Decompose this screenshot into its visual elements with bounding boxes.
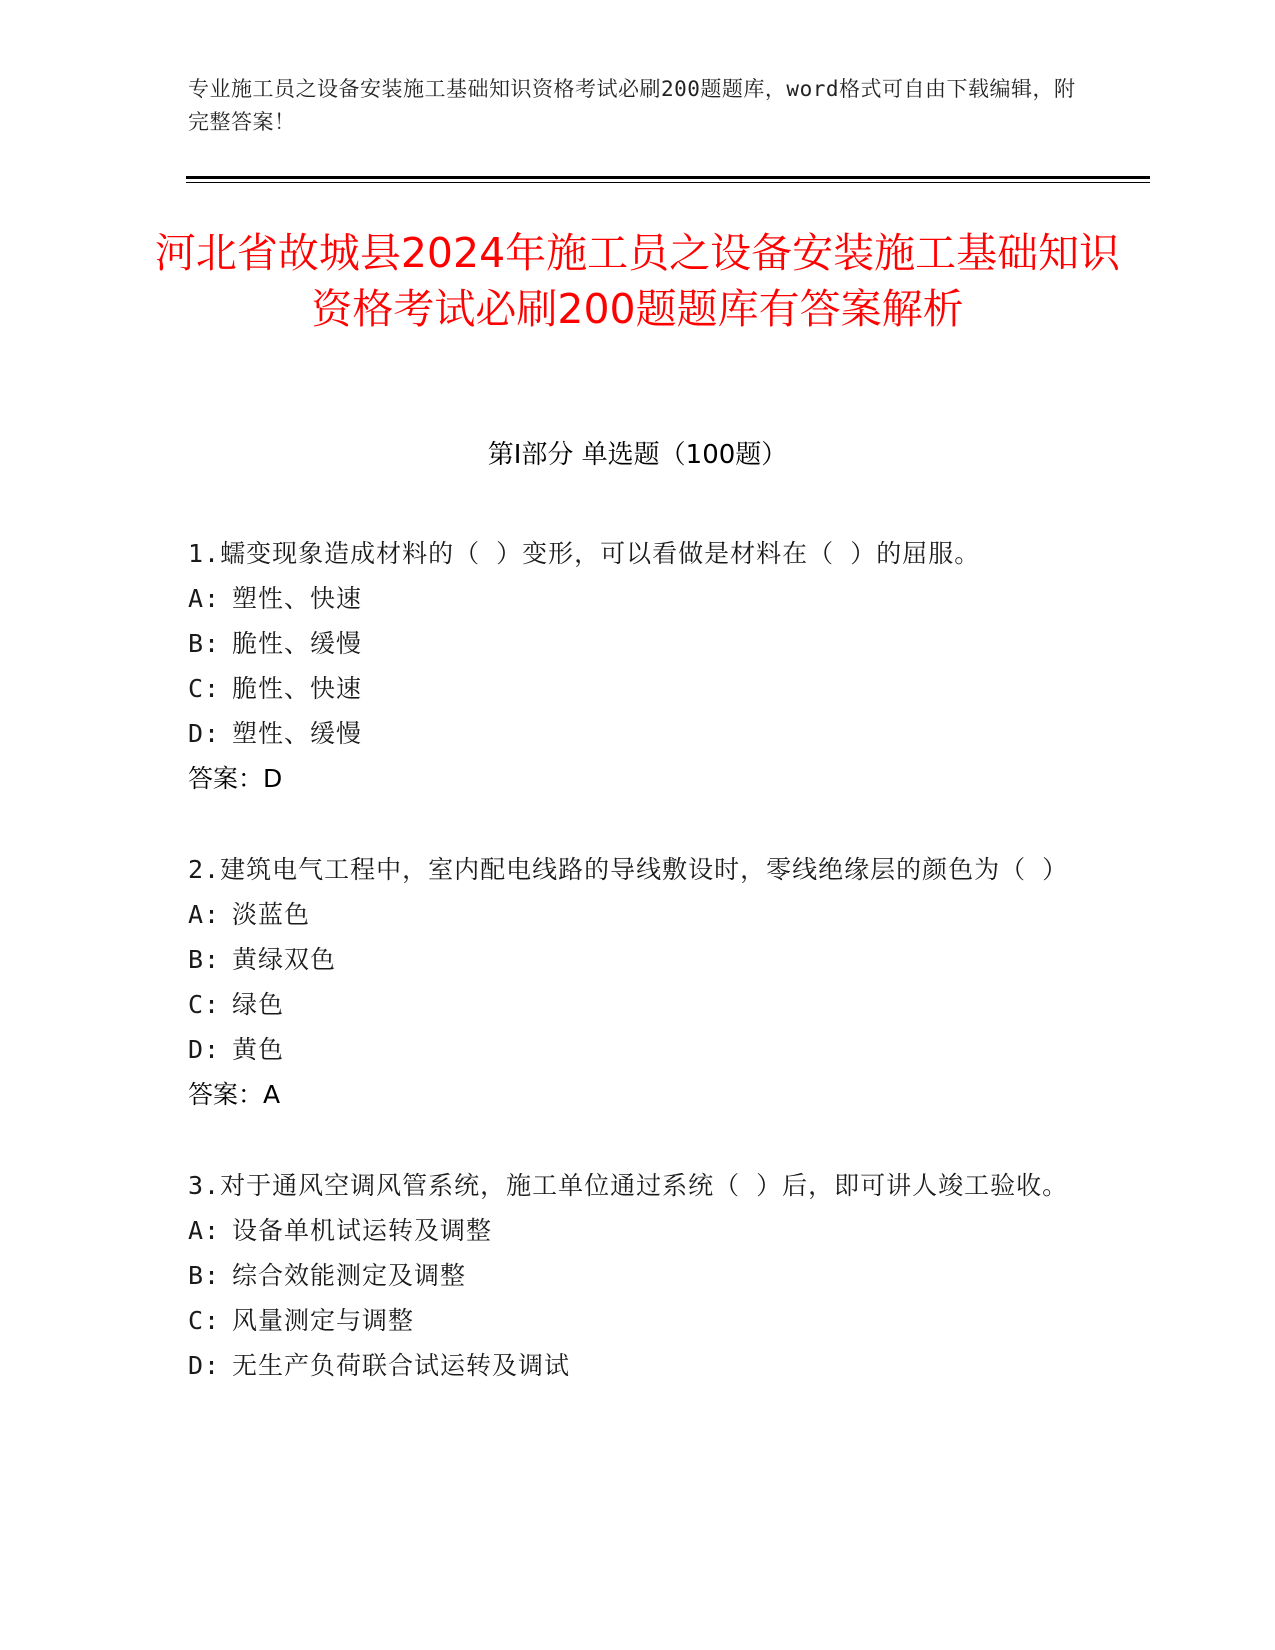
option-letter: A: [188,584,221,613]
option-b [188,1253,1088,1298]
option-text: 脆性、缓慢 [232,629,363,658]
option-letter: C: [188,674,221,703]
option-a [188,1208,1088,1253]
question-3 [188,1163,1088,1388]
question-1 [188,531,1088,801]
answer-line: 答案：D [188,764,283,793]
question-stem: 2.建筑电气工程中，室内配电线路的导线敷设时，零线绝缘层的颜色为（ ） [188,855,1069,884]
option-text: 塑性、缓慢 [232,719,363,748]
option-text: 黄色 [232,1035,285,1064]
question-2 [188,847,1088,1117]
option-letter: B: [188,945,221,974]
document-title: 河北省故城县2024年施工员之设备安装施工基础知识资格考试必刷200题题库有答案解析 [154,229,1121,333]
option-letter: D: [188,1351,221,1380]
option-a [188,892,1088,937]
option-text: 设备单机试运转及调整 [232,1216,493,1245]
answer-line: 答案：A [188,1080,281,1109]
option-b [188,937,1088,982]
section-heading: 第Ⅰ部分 单选题（100题） [487,440,788,470]
option-text: 无生产负荷联合试运转及调试 [232,1351,571,1380]
option-c [188,982,1088,1027]
question-list [188,531,1088,1434]
option-text: 塑性、快速 [232,584,363,613]
option-c [188,666,1088,711]
option-letter: D: [188,1035,221,1064]
question-stem: 3.对于通风空调风管系统，施工单位通过系统（ ）后，即可讲人竣工验收。 [188,1171,1069,1200]
option-d [188,711,1088,756]
option-text: 黄绿双色 [232,945,337,974]
option-a [188,576,1088,621]
option-text: 淡蓝色 [232,900,311,929]
option-letter: A: [188,900,221,929]
option-letter: B: [188,1261,221,1290]
option-text: 脆性、快速 [232,674,363,703]
option-d [188,1027,1088,1072]
option-letter: D: [188,719,221,748]
option-letter: B: [188,629,221,658]
option-letter: A: [188,1216,221,1245]
header-rule-thin [186,182,1150,183]
question-stem: 1.蠕变现象造成材料的（ ）变形，可以看做是材料在（ ）的屈服。 [188,539,981,568]
option-text: 绿色 [232,990,285,1019]
header-note: 专业施工员之设备安装施工基础知识资格考试必刷200题题库，word格式可自由下载编辑，附完整答案！ [188,77,1076,134]
option-letter: C: [188,990,221,1019]
option-d [188,1343,1088,1388]
option-letter: C: [188,1306,221,1335]
option-b [188,621,1088,666]
option-c [188,1298,1088,1343]
option-text: 综合效能测定及调整 [232,1261,467,1290]
option-text: 风量测定与调整 [232,1306,415,1335]
header-rule-thick [186,176,1150,179]
